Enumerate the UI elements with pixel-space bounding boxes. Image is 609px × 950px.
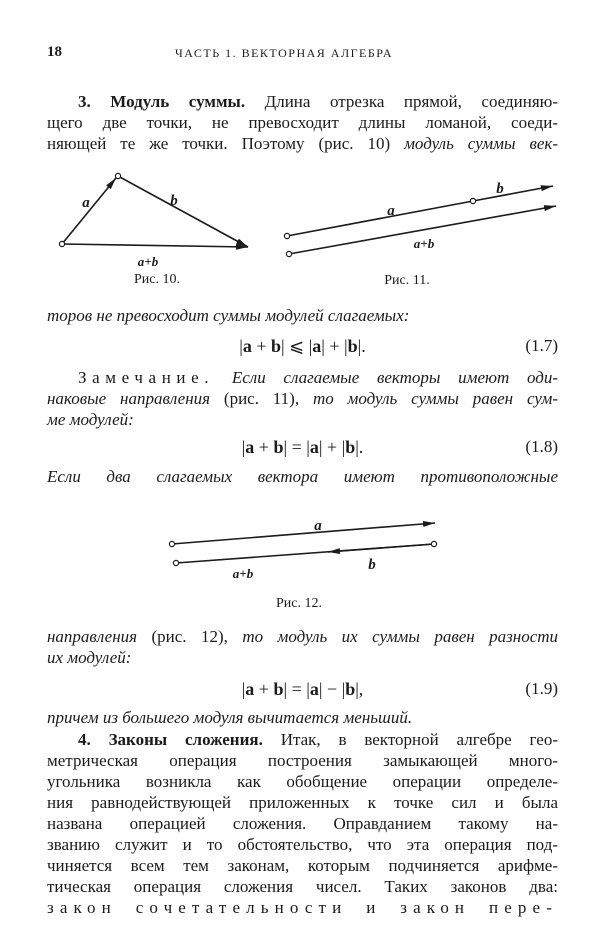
fig10-apex-point <box>115 173 120 178</box>
fig11-label-a: a <box>387 203 395 219</box>
text-segment: чиняется всем тем законам, которым подчиняется арифме- <box>47 856 558 875</box>
text-line <box>47 877 558 897</box>
formula-part: | <box>239 336 243 356</box>
fig10-vector-a <box>62 178 116 244</box>
fig10-caption: Рис. 10. <box>134 272 180 287</box>
text-segment: Итак, в векторной алгебре гео- <box>280 730 558 749</box>
equation-number: (1.7) <box>525 336 558 355</box>
text-segment: няющей те же точки. Поэтому (рис. 10) <box>47 134 391 153</box>
fig12-end-point-lower <box>431 541 436 546</box>
fig11-label-b: b <box>496 181 504 197</box>
text-line <box>47 898 558 918</box>
italic-segment: модуль суммы век- <box>404 134 559 153</box>
fig11-start-point-upper <box>284 233 289 238</box>
vector-a: a <box>245 679 255 699</box>
fig11-caption: Рис. 11. <box>384 273 430 288</box>
fig12-vector-a <box>172 523 435 544</box>
vector-a: a <box>312 336 322 356</box>
text-line <box>47 708 558 728</box>
vector-a: a <box>242 336 252 356</box>
formula-part: |, <box>355 679 364 699</box>
text-segment: метрическая операция построения замыкающей много- <box>47 751 558 770</box>
formula-part: |. <box>357 336 366 356</box>
figure-11 <box>284 181 556 288</box>
vector-b: b <box>345 679 356 699</box>
spaced-segment: закон сочетательности и закон пере- <box>47 898 558 917</box>
fig10-label-b: b <box>170 193 178 209</box>
formula <box>239 336 366 356</box>
fig12-caption: Рис. 12. <box>276 596 322 611</box>
text-line <box>47 856 558 876</box>
text-line <box>47 467 558 487</box>
formula-part: | + | <box>318 437 346 457</box>
italic-segment: торов не превосходит суммы модулей слагаемых: <box>47 306 410 325</box>
formula-part: | − | <box>318 679 346 699</box>
fig10-label-a: a <box>82 195 90 211</box>
vector-b: b <box>347 336 358 356</box>
text-line <box>47 410 558 430</box>
fig10-vector-sum <box>62 244 248 247</box>
text-line <box>47 648 558 668</box>
running-title: ЧАСТЬ 1. ВЕКТОРНАЯ АЛГЕБРА <box>175 46 394 60</box>
fig12-label-a: a <box>314 518 322 534</box>
text-line <box>47 730 558 750</box>
formula-part: + <box>254 679 274 699</box>
formula-part: | <box>241 679 246 699</box>
italic-segment: их модулей: <box>47 648 132 667</box>
vector-a: a <box>309 679 319 699</box>
italic-segment: Если слагаемые векторы имеют оди- <box>231 368 559 387</box>
equation-1-8 <box>47 436 558 458</box>
text-segment: тическая операция сложения чисел. Таких законов два: <box>47 877 558 896</box>
figure-12 <box>169 518 436 611</box>
equation-1-7 <box>47 335 558 357</box>
formula-part: | = | <box>283 679 310 699</box>
fig11-joint-point <box>470 198 475 203</box>
text-segment: названа операцией сложения. Оправданием такому на- <box>47 814 558 833</box>
fig12-start-point-upper <box>169 541 174 546</box>
italic-segment: причем из большего модуля вычитается меньший. <box>47 708 413 727</box>
fig11-vector-a <box>287 201 473 236</box>
italic-segment: наковые направления <box>47 389 211 408</box>
formula-part: | = | <box>283 437 310 457</box>
page-number: 18 <box>47 44 62 60</box>
remark-label: Замечание. <box>78 368 215 387</box>
formula-part: + <box>251 336 271 356</box>
equation-1-9 <box>47 678 558 700</box>
fig12-vector-b <box>328 544 434 552</box>
text-line <box>47 751 558 771</box>
section-heading: 3. Модуль суммы. <box>78 92 246 111</box>
text-line <box>47 772 558 792</box>
text-line <box>47 627 558 647</box>
vector-b: b <box>273 437 284 457</box>
fig12-label-b: b <box>368 557 376 573</box>
figure-10 <box>59 173 248 287</box>
text-segment: званию служит и то обстоятельство, что эта операция под- <box>47 835 558 854</box>
text-line <box>47 835 558 855</box>
formula-part: + <box>254 437 274 457</box>
formula-part: |. <box>355 437 364 457</box>
vector-b: b <box>345 437 356 457</box>
vector-a: a <box>309 437 319 457</box>
text-segment: (рис. 12), <box>151 627 228 646</box>
formula-part: | + | <box>321 336 348 356</box>
vector-b: b <box>273 679 284 699</box>
section-heading: 4. Законы сложения. <box>78 730 263 749</box>
text-segment: Длина отрезка прямой, соединяю- <box>264 92 559 111</box>
fig12-start-point-lower <box>173 560 178 565</box>
text-segment: (рис. 11), <box>223 389 300 408</box>
equation-number: (1.9) <box>525 679 558 698</box>
formula <box>242 679 364 699</box>
text-line <box>47 793 558 813</box>
text-line <box>47 368 558 388</box>
formula-part: | <box>241 437 246 457</box>
text-line <box>47 389 558 409</box>
italic-segment: то модуль суммы равен сум- <box>312 389 559 408</box>
italic-segment: то модуль их суммы равен разности <box>242 627 559 646</box>
vector-b: b <box>270 336 281 356</box>
text-segment: угольника возникла как обобщение операции определе- <box>47 772 558 791</box>
fig11-start-point-lower <box>286 251 291 256</box>
fig10-vector-b <box>118 176 248 247</box>
italic-segment: направления <box>47 627 138 646</box>
fig11-label-sum: a+b <box>413 236 435 251</box>
vector-a: a <box>245 437 255 457</box>
text-segment: щего две точки, не превосходит длины ломаной, соеди- <box>47 113 558 132</box>
fig10-start-point <box>59 241 64 246</box>
fig11-vector-b <box>473 186 553 201</box>
fig10-label-sum: a+b <box>137 254 159 269</box>
formula-part: | ⩽ | <box>281 336 313 356</box>
italic-segment: ме модулей: <box>47 410 134 429</box>
equation-number: (1.8) <box>525 437 558 456</box>
text-line <box>47 814 558 834</box>
text-line <box>47 306 558 326</box>
text-segment: ния равнодействующей приложенных к точке сил и была <box>47 793 558 812</box>
italic-segment: Если два слагаемых вектора имеют противоположные <box>47 467 558 486</box>
fig12-label-sum: a+b <box>232 566 254 581</box>
formula <box>242 437 364 457</box>
